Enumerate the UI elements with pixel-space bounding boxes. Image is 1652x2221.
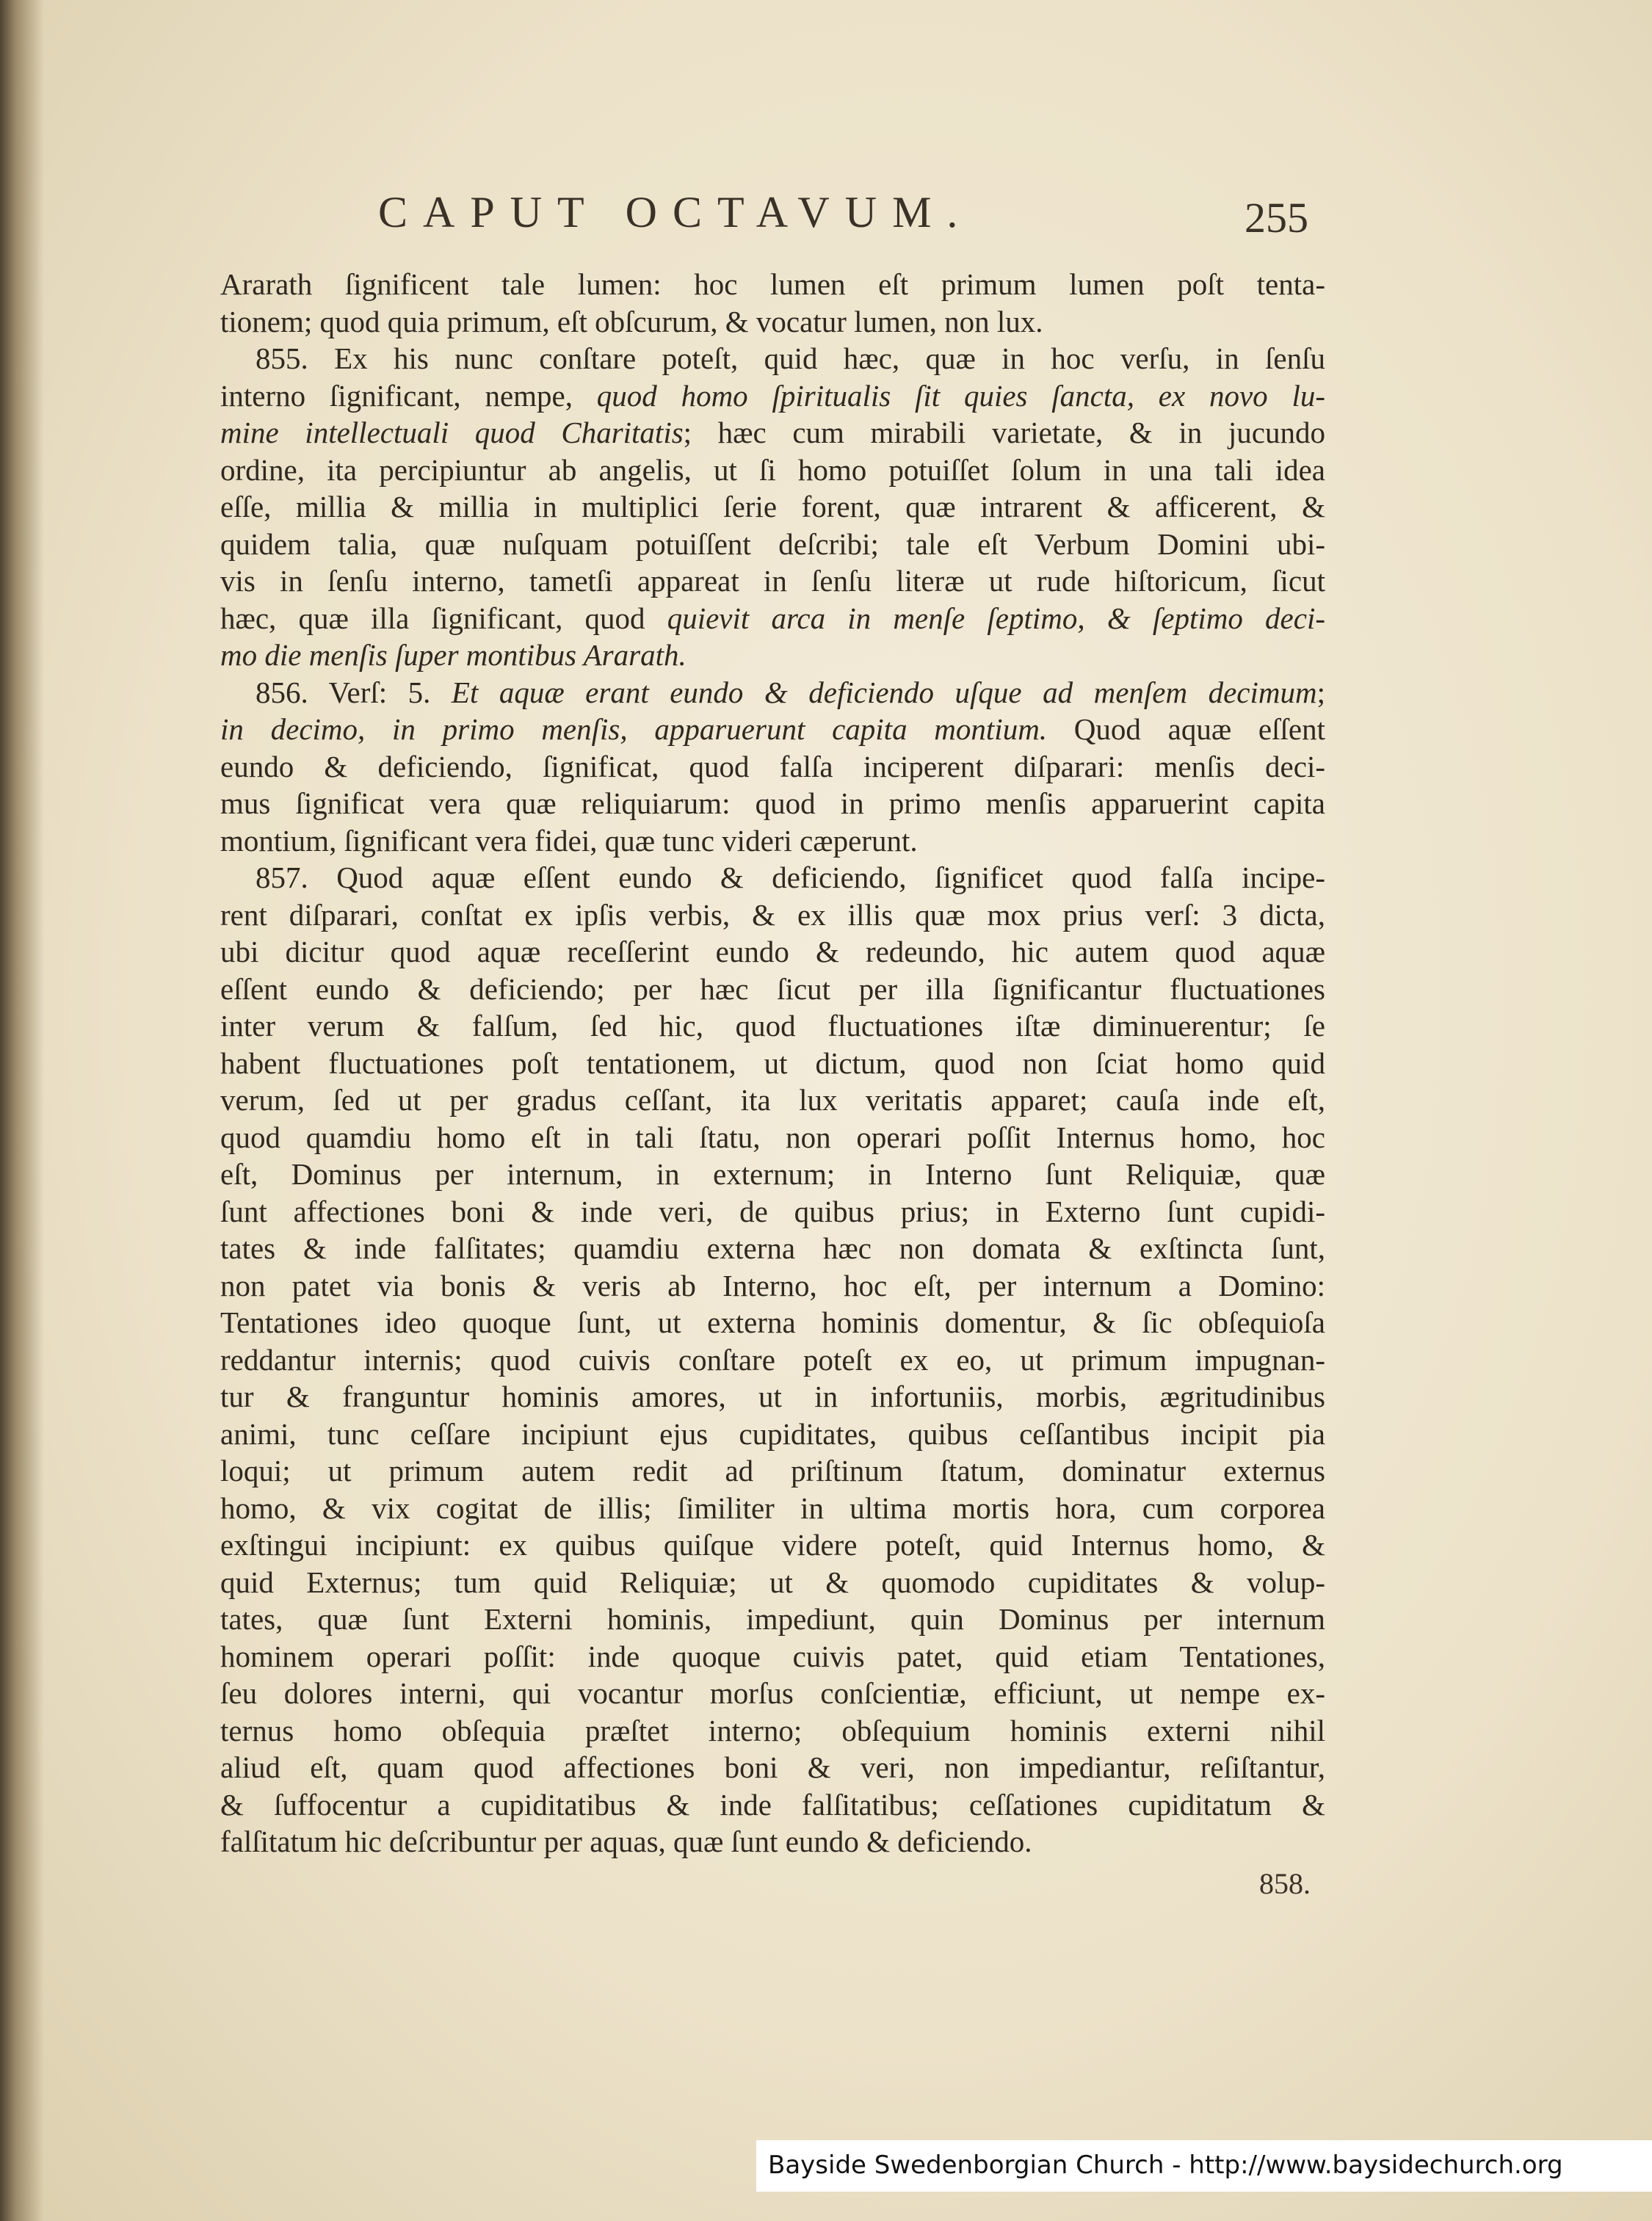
text-line xyxy=(220,488,1325,526)
text-segment: rent diſparari, conſtat ex ipſis verbis, & ex illis quæ mox prius verſ: 3 dicta, xyxy=(220,897,1325,932)
text-line xyxy=(220,1230,1325,1267)
text-segment: 857. Quod aquæ eſſent eundo & deficiendo, ſignificet quod falſa incipe- xyxy=(256,860,1325,894)
text-segment: loqui; ut primum autem redit ad priſtinum ſtatum, dominatur externus xyxy=(220,1454,1325,1488)
text-line xyxy=(220,637,1325,674)
text-line xyxy=(220,1712,1325,1750)
text-line xyxy=(220,785,1325,822)
text-line xyxy=(220,600,1325,637)
text-segment: falſitatum hic deſcribuntur per aquas, quæ ſunt eundo & deficiendo. xyxy=(220,1825,1032,1858)
text-line xyxy=(220,1007,1325,1045)
text-segment: Ararath ſignificent tale lumen: hoc lumen eſt primum lumen poſt tenta- xyxy=(220,267,1325,301)
footer-banner xyxy=(756,2140,1652,2192)
text-line xyxy=(220,1119,1325,1156)
text-segment: Quod aquæ eſſent xyxy=(1047,712,1325,746)
footer-credit[interactable]: Bayside Swedenborgian Church - http://www.baysidechurch.org xyxy=(768,2151,1563,2180)
text-segment: eundo & deficiendo, ſignificat, quod falſa inciperent diſparari: menſis deci- xyxy=(220,749,1325,783)
text-segment: habent fluctuationes poſt tentationem, ut dictum, quod non ſciat homo quid xyxy=(220,1046,1325,1080)
text-line xyxy=(220,674,1325,711)
catchword: 858. xyxy=(1259,1867,1311,1900)
text-segment: tionem; quod quia primum, eſt obſcurum, & vocatur lumen, non lux. xyxy=(220,304,1043,338)
text-line xyxy=(220,1564,1325,1601)
text-segment: animi, tunc ceſſare incipiunt ejus cupiditates, quibus ceſſantibus incipit pia xyxy=(220,1416,1325,1451)
text-segment: hominem operari poſſit: inde quoque cuivis patet, quid etiam Tentationes, xyxy=(220,1639,1325,1673)
text-line xyxy=(220,377,1325,415)
text-line xyxy=(220,1267,1325,1305)
text-line xyxy=(220,1601,1325,1638)
text-segment: non patet via bonis & veris ab Interno, hoc eſt, per internum a Domino: xyxy=(220,1268,1325,1302)
text-segment: ; xyxy=(1316,675,1325,709)
text-line xyxy=(220,452,1325,489)
italic-text: mine intellectuali quod Charitatis xyxy=(220,416,684,449)
text-segment: & ſuffocentur a cupiditatibus & inde falſitatibus; ceſſationes cupiditatum & xyxy=(220,1787,1325,1822)
text-segment: 855. Ex his nunc conſtare poteſt, quid hæc, quæ in hoc verſu, in ſenſu xyxy=(256,341,1325,375)
text-segment: hæc, quæ illa ſignificant, quod xyxy=(220,601,667,635)
text-segment: ubi dicitur quod aquæ receſſerint eundo & redeundo, hic autem quod aquæ xyxy=(220,935,1325,968)
text-line xyxy=(220,971,1325,1008)
text-line xyxy=(220,1823,1325,1861)
text-line xyxy=(220,1193,1325,1231)
text-segment: mus ſignificat vera quæ reliquiarum: quod in primo menſis apparuerint capita xyxy=(220,786,1325,820)
text-line xyxy=(220,748,1325,786)
text-line xyxy=(220,526,1325,563)
text-segment: tates & inde falſitates; quamdiu externa hæc non domata & exſtincta ſunt, xyxy=(220,1231,1325,1265)
text-segment: ordine, ita percipiuntur ab angelis, ut ſi homo potuiſſet ſolum in una tali idea xyxy=(220,452,1325,487)
text-line xyxy=(220,1749,1325,1786)
text-segment: interno ſignificant, nempe, xyxy=(220,378,597,413)
running-title: CAPUT OCTAVUM. xyxy=(378,188,974,236)
text-line xyxy=(220,1304,1325,1341)
text-segment: quod quamdiu homo eſt in tali ſtatu, non operari poſſit Internus homo, hoc xyxy=(220,1120,1325,1154)
text-segment: ſeu dolores interni, qui vocantur morſus conſcientiæ, efficiunt, ut nempe ex- xyxy=(220,1676,1325,1710)
text-line xyxy=(220,1156,1325,1193)
text-segment: eſt, Dominus per internum, in externum; in Interno ſunt Reliquiæ, quæ xyxy=(220,1157,1325,1191)
italic-text: in decimo, in primo menſis, apparuerunt capita montium. xyxy=(220,712,1048,746)
text-segment: vis in ſenſu interno, tametſi appareat in ſenſu literæ ut rude hiſtoricum, ſicut xyxy=(220,564,1325,598)
text-segment: ternus homo obſequia præſtet interno; obſequium hominis externi nihil xyxy=(220,1713,1325,1747)
text-segment: tur & franguntur hominis amores, ut in infortuniis, morbis, ægritudinibus xyxy=(220,1380,1325,1413)
text-line xyxy=(220,562,1325,600)
text-line xyxy=(220,933,1325,971)
text-line xyxy=(220,859,1325,896)
text-line xyxy=(220,340,1325,377)
italic-text: mo die menſis ſuper montibus Ararath. xyxy=(220,638,686,672)
text-line xyxy=(220,1786,1325,1824)
text-segment: Tentationes ideo quoque ſunt, ut externa hominis domentur, & ſic obſequioſa xyxy=(220,1305,1325,1339)
text-segment: tates, quæ ſunt Externi hominis, impediunt, quin Dominus per internum xyxy=(220,1602,1325,1636)
text-line xyxy=(220,1526,1325,1564)
text-line xyxy=(220,1452,1325,1490)
text-line xyxy=(220,1490,1325,1527)
body-text xyxy=(220,266,1325,1861)
text-line xyxy=(220,711,1325,748)
text-line xyxy=(220,1675,1325,1712)
text-line xyxy=(220,1638,1325,1675)
text-segment: eſſent eundo & deficiendo; per hæc ſicut per illa ſignificantur fluctuationes xyxy=(220,971,1325,1006)
page-number: 255 xyxy=(1245,194,1308,242)
text-segment: ſunt affectiones boni & inde veri, de quibus prius; in Externo ſunt cupidi- xyxy=(220,1194,1325,1228)
text-line xyxy=(220,303,1325,341)
text-segment: ; hæc cum mirabili varietate, & in jucundo xyxy=(683,416,1325,449)
text-line xyxy=(220,1045,1325,1082)
text-segment: eſſe, millia & millia in multiplici ſerie forent, quæ intrarent & afficerent, & xyxy=(220,490,1325,523)
text-line xyxy=(220,1416,1325,1453)
text-line xyxy=(220,896,1325,934)
italic-text: quievit arca in menſe ſeptimo, & ſeptimo deci- xyxy=(667,601,1325,635)
italic-text: Et aquæ erant eundo & deficiendo uſque ad menſem decimum xyxy=(451,675,1317,709)
text-line xyxy=(220,266,1325,303)
text-segment: quid Externus; tum quid Reliquiæ; ut & quomodo cupiditates & volup- xyxy=(220,1565,1325,1599)
text-segment: inter verum & falſum, ſed hic, quod fluctuationes iſtæ diminuerentur; ſe xyxy=(220,1009,1325,1043)
running-head xyxy=(378,187,1333,253)
text-segment: homo, & vix cogitat de illis; ſimiliter in ultima mortis hora, cum corporea xyxy=(220,1490,1325,1525)
page-binding-shadow xyxy=(0,0,44,2221)
text-segment: aliud eſt, quam quod affectiones boni & veri, non impediantur, reſiſtantur, xyxy=(220,1750,1325,1784)
text-segment: exſtingui incipiunt: ex quibus quiſque videre poteſt, quid Internus homo, & xyxy=(220,1528,1325,1562)
text-line xyxy=(220,1378,1325,1416)
text-segment: reddantur internis; quod cuivis conſtare poteſt ex eo, ut primum impugnan- xyxy=(220,1342,1325,1377)
text-line xyxy=(220,414,1325,452)
text-line xyxy=(220,1081,1325,1119)
text-segment: 856. Verſ: 5. xyxy=(256,675,452,709)
text-segment: montium, ſignificant vera fidei, quæ tunc videri cæperunt. xyxy=(220,823,918,858)
text-line xyxy=(220,1341,1325,1379)
text-line xyxy=(220,822,1325,860)
text-segment: verum, ſed ut per gradus ceſſant, ita lux veritatis apparet; cauſa inde eſt, xyxy=(220,1083,1325,1117)
italic-text: quod homo ſpiritualis ſit quies ſancta, ex novo lu- xyxy=(596,378,1325,413)
text-segment: quidem talia, quæ nuſquam potuiſſent deſcribi; tale eſt Verbum Domini ubi- xyxy=(220,526,1325,561)
